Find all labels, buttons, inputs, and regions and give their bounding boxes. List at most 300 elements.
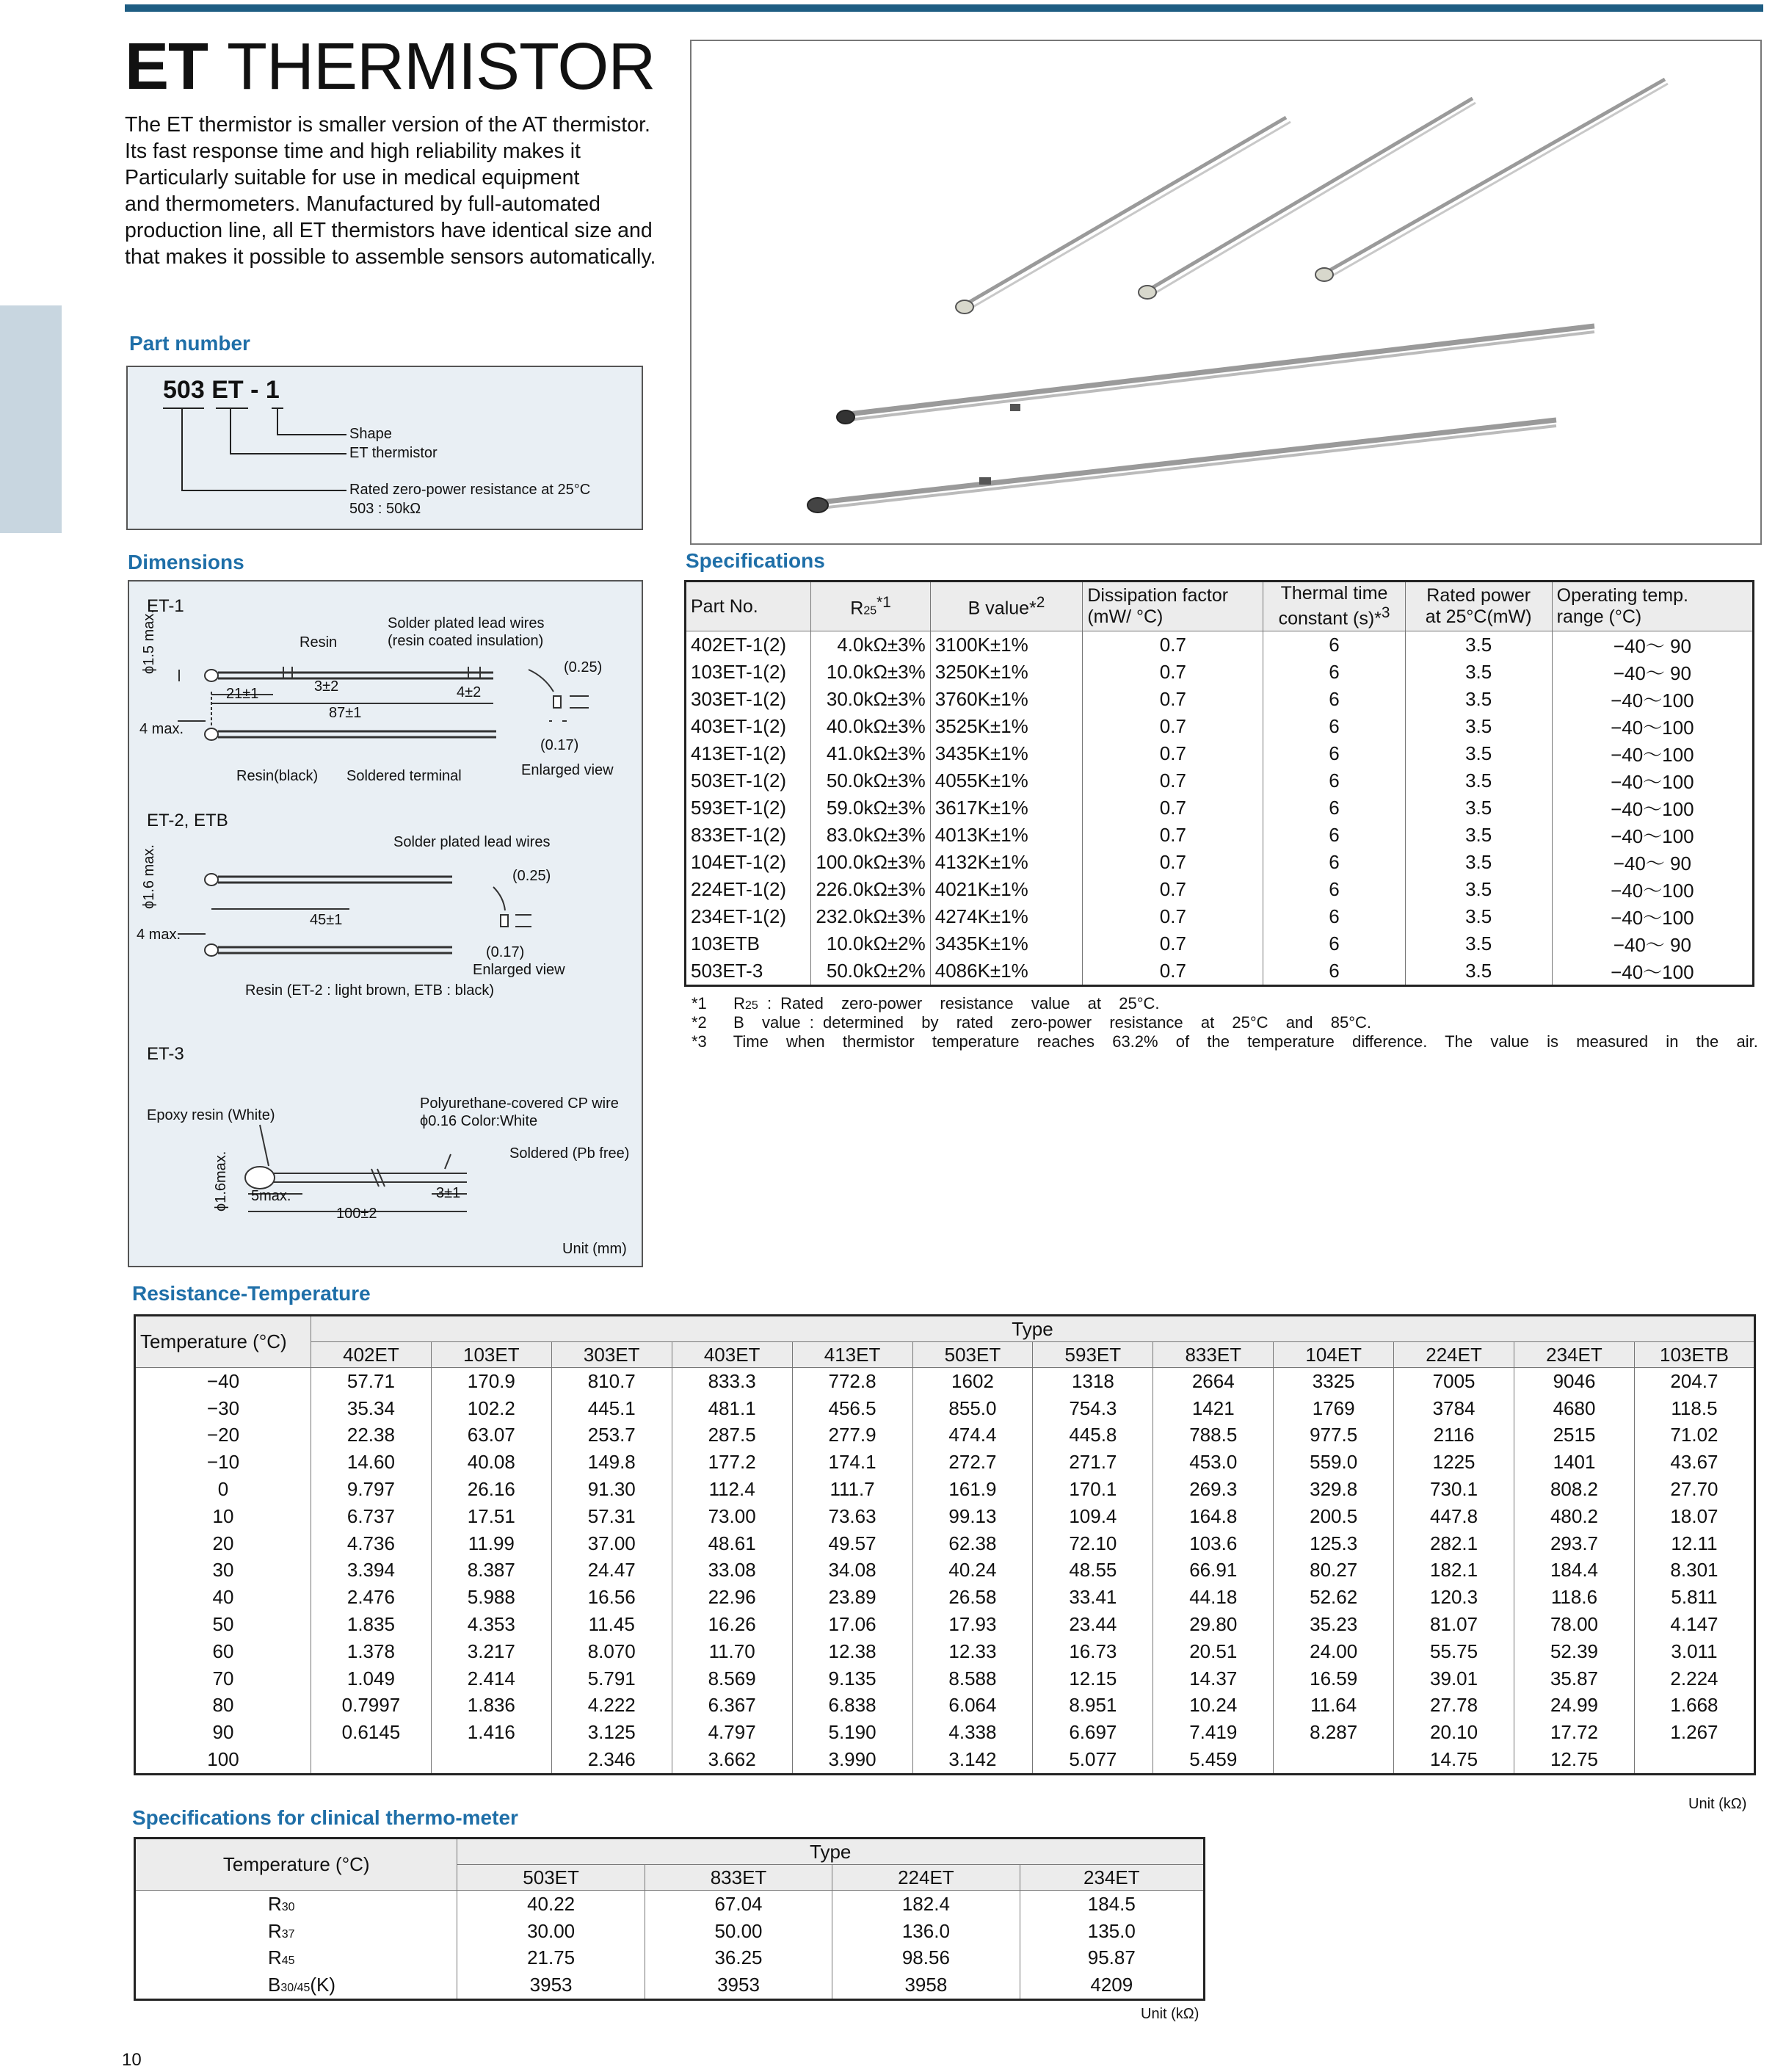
spec-header-row: Part No. R25$^{*1}$ B value*$^2$ Dissipation factor (mW/ °C) Thermal time constant (s)*$^3$ Rated power at 25°C(mW) Operating temp. range (°C) <box>686 582 1754 631</box>
rt-value-cell: 73.00 <box>672 1503 792 1530</box>
spec-cell: 4.0kΩ±3% <box>811 631 930 659</box>
spec-cell: 3435K±1% <box>930 740 1083 767</box>
clinical-value-cell: 40.22 <box>457 1891 645 1918</box>
rt-value-cell: 35.87 <box>1514 1665 1635 1692</box>
rt-value-cell: 37.00 <box>551 1530 672 1557</box>
rt-value-cell: 480.2 <box>1514 1503 1635 1530</box>
spec-cell: 59.0kΩ±3% <box>811 794 930 822</box>
spec-cell: 0.7 <box>1083 631 1263 659</box>
spec-cell: 3250K±1% <box>930 659 1083 686</box>
rt-value-cell: 164.8 <box>1153 1503 1274 1530</box>
rt-value-cell: 170.9 <box>431 1368 551 1395</box>
rt-value-cell: 72.10 <box>1033 1530 1153 1557</box>
spec-cell: −40～100 <box>1552 876 1753 903</box>
rt-type-593et: 593ET <box>1033 1342 1153 1368</box>
spec-cell: 6 <box>1263 876 1405 903</box>
clinical-value-cell: 67.04 <box>645 1891 832 1918</box>
rt-value-cell: 2664 <box>1153 1368 1274 1395</box>
clinical-value-cell: 98.56 <box>832 1945 1020 1972</box>
rt-type-224et: 224ET <box>1394 1342 1514 1368</box>
rt-value-cell: 2.224 <box>1634 1665 1754 1692</box>
rt-value-cell: 1.049 <box>311 1665 431 1692</box>
spec-cell: 402ET-1(2) <box>686 631 811 659</box>
rt-value-cell <box>311 1746 431 1774</box>
rt-row <box>135 1692 1755 1720</box>
rt-value-cell: 11.64 <box>1274 1692 1394 1720</box>
spec-cell: 30.0kΩ±3% <box>811 686 930 713</box>
rt-value-cell: 111.7 <box>792 1476 912 1503</box>
rt-value-cell: 102.2 <box>431 1395 551 1422</box>
side-tab <box>0 305 62 533</box>
rt-value-cell: 3.394 <box>311 1557 431 1584</box>
spec-cell: 0.7 <box>1083 713 1263 740</box>
rt-type-402et: 402ET <box>311 1342 431 1368</box>
rt-value-cell: 12.75 <box>1514 1746 1635 1774</box>
rt-value-cell: 2116 <box>1394 1422 1514 1449</box>
rt-value-cell: 18.07 <box>1634 1503 1754 1530</box>
rt-value-cell: 5.988 <box>431 1584 551 1611</box>
rt-value-cell: 855.0 <box>912 1395 1033 1422</box>
rt-value-cell: 3.125 <box>551 1719 672 1746</box>
spec-cell: 6 <box>1263 903 1405 930</box>
resistance-temperature-heading: Resistance-Temperature <box>132 1282 371 1305</box>
rt-type-503et: 503ET <box>912 1342 1033 1368</box>
spec-cell: 4274K±1% <box>930 903 1083 930</box>
clinical-type-503et: 503ET <box>457 1865 645 1891</box>
rt-value-cell: 161.9 <box>912 1476 1033 1503</box>
rt-row <box>135 1449 1755 1476</box>
rt-value-cell: 447.8 <box>1394 1503 1514 1530</box>
rt-value-cell: 17.93 <box>912 1611 1033 1638</box>
rt-temp-cell: 50 <box>135 1611 311 1638</box>
rt-value-cell <box>1634 1746 1754 1774</box>
spec-cell: 83.0kΩ±3% <box>811 822 930 849</box>
intro-text: The ET thermistor is smaller version of the AT thermistor. Its fast response time and high reliability makes it Particularly suitable for use in medical equipment and thermometers. Manufactured by full-automated production line, all ET thermistors have identical size and that makes it possible to assemble sensors automatically. <box>125 113 656 269</box>
spec-cell: 6 <box>1263 794 1405 822</box>
rt-value-cell: 26.16 <box>431 1476 551 1503</box>
spec-note-2: *2 B value : determined by rated zero-power resistance at 25°C and 85°C. <box>692 1013 1371 1032</box>
spec-cell: 3.5 <box>1405 903 1552 930</box>
rt-temp-cell: 10 <box>135 1503 311 1530</box>
clinical-value-cell: 182.4 <box>832 1891 1020 1918</box>
rt-row <box>135 1503 1755 1530</box>
top-rule <box>125 4 1763 12</box>
spec-cell: 0.7 <box>1083 822 1263 849</box>
spec-note-3: *3 Time when thermistor temperature reaches 63.2% of the temperature difference. The value is measured in the air. <box>692 1032 1758 1051</box>
rt-value-cell: 7005 <box>1394 1368 1514 1395</box>
clinical-table <box>134 1837 1205 2001</box>
spec-cell: 103ETB <box>686 930 811 957</box>
rt-value-cell: 3.217 <box>431 1638 551 1665</box>
rt-row <box>135 1422 1755 1449</box>
rt-value-cell: 27.78 <box>1394 1692 1514 1720</box>
rt-value-cell: 11.99 <box>431 1530 551 1557</box>
spec-cell: 0.7 <box>1083 957 1263 986</box>
spec-row <box>686 876 1754 903</box>
rt-value-cell: 99.13 <box>912 1503 1033 1530</box>
rt-value-cell: 66.91 <box>1153 1557 1274 1584</box>
spec-cell: −40～ 90 <box>1552 930 1753 957</box>
spec-cell: −40～100 <box>1552 740 1753 767</box>
rt-value-cell: 23.89 <box>792 1584 912 1611</box>
clinical-value-cell: 3953 <box>457 1971 645 1999</box>
spec-cell: 0.7 <box>1083 767 1263 794</box>
rt-temp-cell: 90 <box>135 1719 311 1746</box>
spec-cell: −40～ 90 <box>1552 849 1753 876</box>
spec-cell: −40～ 90 <box>1552 659 1753 686</box>
rt-value-cell: 445.1 <box>551 1395 672 1422</box>
rt-value-cell: 149.8 <box>551 1449 672 1476</box>
part-code: 503 ET - 1 <box>163 376 280 404</box>
clinical-value-cell: 136.0 <box>832 1918 1020 1945</box>
rt-value-cell: 808.2 <box>1514 1476 1635 1503</box>
rt-value-cell: 17.72 <box>1514 1719 1635 1746</box>
rt-temp-cell: 0 <box>135 1476 311 1503</box>
rt-value-cell: 17.51 <box>431 1503 551 1530</box>
clinical-value-cell: 184.5 <box>1020 1891 1204 1918</box>
rt-value-cell: 456.5 <box>792 1395 912 1422</box>
rt-value-cell: 10.24 <box>1153 1692 1274 1720</box>
rt-value-cell: 4.353 <box>431 1611 551 1638</box>
rt-value-cell: 22.38 <box>311 1422 431 1449</box>
spec-cell: 4132K±1% <box>930 849 1083 876</box>
clinical-row-label: B30/45(K) <box>135 1971 457 1999</box>
rt-value-cell: 81.07 <box>1394 1611 1514 1638</box>
rt-value-cell: 5.811 <box>1634 1584 1754 1611</box>
rt-value-cell: 118.6 <box>1514 1584 1635 1611</box>
thermistor-photo-drawing <box>692 41 1760 543</box>
rt-value-cell: 9.135 <box>792 1665 912 1692</box>
rt-value-cell: 1318 <box>1033 1368 1153 1395</box>
spec-note-1: *1 R25 : Rated zero-power resistance value at 25°C. <box>692 994 1160 1013</box>
rt-type-234et: 234ET <box>1514 1342 1635 1368</box>
rt-value-cell: 35.34 <box>311 1395 431 1422</box>
rt-value-cell: 78.00 <box>1514 1611 1635 1638</box>
rt-value-cell: 272.7 <box>912 1449 1033 1476</box>
rt-value-cell: 1.836 <box>431 1692 551 1720</box>
rt-value-cell: 55.75 <box>1394 1638 1514 1665</box>
rt-value-cell: 4680 <box>1514 1395 1635 1422</box>
clinical-row <box>135 1918 1205 1945</box>
clinical-value-cell: 135.0 <box>1020 1918 1204 1945</box>
clinical-value-cell: 36.25 <box>645 1945 832 1972</box>
spec-cell: 3.5 <box>1405 822 1552 849</box>
spec-cell: 50.0kΩ±3% <box>811 767 930 794</box>
rt-value-cell: 103.6 <box>1153 1530 1274 1557</box>
rt-value-cell: 3784 <box>1394 1395 1514 1422</box>
rt-value-cell: 71.02 <box>1634 1422 1754 1449</box>
rt-temp-cell: 70 <box>135 1665 311 1692</box>
rt-temp-cell: −30 <box>135 1395 311 1422</box>
rt-value-cell: 3.990 <box>792 1746 912 1774</box>
dimension-drawings <box>129 582 642 1266</box>
page-title: ET THERMISTOR <box>125 30 656 104</box>
spec-cell: 0.7 <box>1083 686 1263 713</box>
part-number-heading: Part number <box>129 332 250 355</box>
rt-value-cell: 282.1 <box>1394 1530 1514 1557</box>
spec-cell: 3.5 <box>1405 659 1552 686</box>
rt-value-cell: 26.58 <box>912 1584 1033 1611</box>
rt-temp-cell: 60 <box>135 1638 311 1665</box>
rt-value-cell: 1.668 <box>1634 1692 1754 1720</box>
spec-cell: 0.7 <box>1083 876 1263 903</box>
clinical-value-cell: 4209 <box>1020 1971 1204 1999</box>
spec-cell: 3.5 <box>1405 876 1552 903</box>
spec-cell: 3760K±1% <box>930 686 1083 713</box>
spec-cell: 10.0kΩ±2% <box>811 930 930 957</box>
rt-value-cell: 453.0 <box>1153 1449 1274 1476</box>
clinical-row <box>135 1891 1205 1918</box>
rt-value-cell: 125.3 <box>1274 1530 1394 1557</box>
rt-value-cell: 1769 <box>1274 1395 1394 1422</box>
spec-row <box>686 686 1754 713</box>
page-number: 10 <box>122 2050 142 2070</box>
spec-row <box>686 930 1754 957</box>
spec-cell: 6 <box>1263 713 1405 740</box>
rt-type-103et: 103ET <box>431 1342 551 1368</box>
rt-value-cell: 1602 <box>912 1368 1033 1395</box>
spec-cell: 234ET-1(2) <box>686 903 811 930</box>
spec-row <box>686 849 1754 876</box>
rt-temp-cell: 20 <box>135 1530 311 1557</box>
spec-cell: 224ET-1(2) <box>686 876 811 903</box>
clinical-type-234et: 234ET <box>1020 1865 1204 1891</box>
spec-row <box>686 767 1754 794</box>
rt-row <box>135 1638 1755 1665</box>
rt-value-cell: 3.011 <box>1634 1638 1754 1665</box>
spec-cell: 593ET-1(2) <box>686 794 811 822</box>
rt-row <box>135 1530 1755 1557</box>
rt-value-cell: 8.070 <box>551 1638 672 1665</box>
spec-cell: 0.7 <box>1083 659 1263 686</box>
rt-row <box>135 1719 1755 1746</box>
rt-value-cell: 977.5 <box>1274 1422 1394 1449</box>
rt-value-cell: 8.951 <box>1033 1692 1153 1720</box>
clinical-type-224et: 224ET <box>832 1865 1020 1891</box>
rt-value-cell: 14.37 <box>1153 1665 1274 1692</box>
spec-cell: −40～ 90 <box>1552 631 1753 659</box>
rt-value-cell: 0.7997 <box>311 1692 431 1720</box>
spec-row <box>686 631 1754 659</box>
rt-value-cell: 200.5 <box>1274 1503 1394 1530</box>
rt-row <box>135 1557 1755 1584</box>
rt-value-cell: 3.142 <box>912 1746 1033 1774</box>
clinical-value-cell: 50.00 <box>645 1918 832 1945</box>
rt-value-cell: 1225 <box>1394 1449 1514 1476</box>
dimensions-box: ET-1 Solder plated lead wires (resin coated insulation) Resin (0.25) ϕ1.5 max. 21±1 3±2 4±2 87±1 4 max. (0.17) Enlarged view Resin(black) Soldered terminal ET-2, ETB Solder plated lead wires (0.25) ϕ1.6 max. 45±1 4 max. (0.17) Enlarged view Resin (ET-2 : light brown, ETB : black) ET-3 Epoxy resin (White) Polyurethane-covered CP wire ϕ0.16 Color:White Soldered (Pb free) ϕ1.6max. 5max. 3±1 100±2 Unit (mm) <box>128 580 643 1267</box>
spec-cell: 503ET-3 <box>686 957 811 986</box>
rt-value-cell: 810.7 <box>551 1368 672 1395</box>
dimensions-heading: Dimensions <box>128 551 244 573</box>
spec-cell: −40～100 <box>1552 903 1753 930</box>
clinical-row-label: R37 <box>135 1918 457 1945</box>
rt-value-cell: 73.63 <box>792 1503 912 1530</box>
rt-temp-cell: −10 <box>135 1449 311 1476</box>
rt-value-cell: 52.62 <box>1274 1584 1394 1611</box>
rt-value-cell: 118.5 <box>1634 1395 1754 1422</box>
spec-cell: 103ET-1(2) <box>686 659 811 686</box>
rt-row <box>135 1395 1755 1422</box>
spec-cell: 226.0kΩ±3% <box>811 876 930 903</box>
rt-value-cell: 80.27 <box>1274 1557 1394 1584</box>
clinical-row-label: R45 <box>135 1945 457 1972</box>
spec-cell: 403ET-1(2) <box>686 713 811 740</box>
rt-value-cell: 16.59 <box>1274 1665 1394 1692</box>
spec-row <box>686 740 1754 767</box>
spec-cell: 303ET-1(2) <box>686 686 811 713</box>
rt-value-cell: 293.7 <box>1514 1530 1635 1557</box>
rt-row <box>135 1368 1755 1395</box>
rt-value-cell: 559.0 <box>1274 1449 1394 1476</box>
rt-value-cell: 4.147 <box>1634 1611 1754 1638</box>
rt-unit: Unit (kΩ) <box>1688 1796 1747 1812</box>
spec-cell: 3.5 <box>1405 767 1552 794</box>
rt-value-cell: 20.10 <box>1394 1719 1514 1746</box>
rt-value-cell: 3.662 <box>672 1746 792 1774</box>
specifications-heading: Specifications <box>686 549 825 572</box>
rt-row <box>135 1746 1755 1774</box>
rt-value-cell: 445.8 <box>1033 1422 1153 1449</box>
rt-type-303et: 303ET <box>551 1342 672 1368</box>
rt-row <box>135 1584 1755 1611</box>
rt-type-403et: 403ET <box>672 1342 792 1368</box>
rt-value-cell: 33.41 <box>1033 1584 1153 1611</box>
rt-value-cell: 5.459 <box>1153 1746 1274 1774</box>
rt-value-cell: 182.1 <box>1394 1557 1514 1584</box>
clinical-heading: Specifications for clinical thermo-meter <box>132 1806 518 1829</box>
clinical-value-cell: 30.00 <box>457 1918 645 1945</box>
rt-value-cell: 5.791 <box>551 1665 672 1692</box>
rt-value-cell: 2.346 <box>551 1746 672 1774</box>
spec-row <box>686 713 1754 740</box>
clinical-unit: Unit (kΩ) <box>1141 2006 1199 2022</box>
rt-value-cell: 12.15 <box>1033 1665 1153 1692</box>
clinical-temp-header: Temperature (°C) <box>135 1839 457 1891</box>
rt-value-cell: 49.57 <box>792 1530 912 1557</box>
spec-cell: −40～100 <box>1552 767 1753 794</box>
part-number-box: 503 ET - 1 Shape ET thermistor Rated zero-power resistance at 25°C 503 : 50kΩ <box>126 366 643 530</box>
rt-temp-header: Temperature (°C) <box>135 1316 311 1368</box>
rt-value-cell: 48.61 <box>672 1530 792 1557</box>
rt-value-cell: 772.8 <box>792 1368 912 1395</box>
spec-cell: 6 <box>1263 822 1405 849</box>
rt-row <box>135 1476 1755 1503</box>
rt-value-cell: 277.9 <box>792 1422 912 1449</box>
clinical-type-833et: 833ET <box>645 1865 832 1891</box>
rt-value-cell: 63.07 <box>431 1422 551 1449</box>
spec-cell: 10.0kΩ±3% <box>811 659 930 686</box>
rt-value-cell: 62.38 <box>912 1530 1033 1557</box>
rt-value-cell: 329.8 <box>1274 1476 1394 1503</box>
spec-cell: 6 <box>1263 930 1405 957</box>
spec-cell: 4021K±1% <box>930 876 1083 903</box>
rt-value-cell: 35.23 <box>1274 1611 1394 1638</box>
rt-value-cell: 8.588 <box>912 1665 1033 1692</box>
spec-cell: 6 <box>1263 686 1405 713</box>
rt-value-cell: 4.736 <box>311 1530 431 1557</box>
rt-value-cell: 24.99 <box>1514 1692 1635 1720</box>
spec-cell: 4055K±1% <box>930 767 1083 794</box>
rt-value-cell: 8.287 <box>1274 1719 1394 1746</box>
clinical-value-cell: 95.87 <box>1020 1945 1204 1972</box>
rt-value-cell: 57.71 <box>311 1368 431 1395</box>
clinical-type-header: Type <box>457 1839 1205 1865</box>
spec-cell: 232.0kΩ±3% <box>811 903 930 930</box>
rt-value-cell: 43.67 <box>1634 1449 1754 1476</box>
rt-value-cell: 17.06 <box>792 1611 912 1638</box>
clinical-row-label: R30 <box>135 1891 457 1918</box>
rt-value-cell: 170.1 <box>1033 1476 1153 1503</box>
rt-value-cell: 177.2 <box>672 1449 792 1476</box>
rt-value-cell: 833.3 <box>672 1368 792 1395</box>
rt-value-cell: 16.73 <box>1033 1638 1153 1665</box>
spec-row <box>686 903 1754 930</box>
rt-value-cell: 1401 <box>1514 1449 1635 1476</box>
rt-type-103etb: 103ETB <box>1634 1342 1754 1368</box>
spec-cell: 3.5 <box>1405 740 1552 767</box>
resistance-temperature-table <box>134 1314 1756 1775</box>
rt-value-cell: 20.51 <box>1153 1638 1274 1665</box>
rt-temp-cell: 40 <box>135 1584 311 1611</box>
rt-value-cell: 253.7 <box>551 1422 672 1449</box>
clinical-value-cell: 3958 <box>832 1971 1020 1999</box>
rt-value-cell: 8.387 <box>431 1557 551 1584</box>
rt-temp-cell: 80 <box>135 1692 311 1720</box>
rt-value-cell: 271.7 <box>1033 1449 1153 1476</box>
rt-value-cell: 40.24 <box>912 1557 1033 1584</box>
spec-cell: 6 <box>1263 849 1405 876</box>
rt-value-cell: 9046 <box>1514 1368 1635 1395</box>
spec-cell: 4013K±1% <box>930 822 1083 849</box>
rt-value-cell: 1.835 <box>311 1611 431 1638</box>
rt-value-cell: 33.08 <box>672 1557 792 1584</box>
rt-value-cell: 1.416 <box>431 1719 551 1746</box>
spec-row <box>686 794 1754 822</box>
rt-value-cell: 8.301 <box>1634 1557 1754 1584</box>
rt-value-cell: 204.7 <box>1634 1368 1754 1395</box>
rt-value-cell: 474.4 <box>912 1422 1033 1449</box>
spec-row <box>686 659 1754 686</box>
clinical-row <box>135 1971 1205 1999</box>
rt-value-cell <box>431 1746 551 1774</box>
rt-value-cell: 14.60 <box>311 1449 431 1476</box>
rt-value-cell: 788.5 <box>1153 1422 1274 1449</box>
rt-temp-cell: −40 <box>135 1368 311 1395</box>
spec-cell: 3.5 <box>1405 794 1552 822</box>
rt-value-cell: 754.3 <box>1033 1395 1153 1422</box>
rt-value-cell: 9.797 <box>311 1476 431 1503</box>
rt-value-cell: 91.30 <box>551 1476 672 1503</box>
rt-value-cell: 2.476 <box>311 1584 431 1611</box>
rt-value-cell <box>1274 1746 1394 1774</box>
spec-cell: 0.7 <box>1083 849 1263 876</box>
clinical-value-cell: 3953 <box>645 1971 832 1999</box>
spec-cell: −40～100 <box>1552 957 1753 986</box>
rt-row <box>135 1665 1755 1692</box>
rt-type-833et: 833ET <box>1153 1342 1274 1368</box>
rt-value-cell: 48.55 <box>1033 1557 1153 1584</box>
spec-cell: 6 <box>1263 957 1405 986</box>
rt-value-cell: 16.56 <box>551 1584 672 1611</box>
rt-temp-cell: −20 <box>135 1422 311 1449</box>
rt-value-cell: 4.222 <box>551 1692 672 1720</box>
rt-value-cell: 12.38 <box>792 1638 912 1665</box>
spec-cell: 3.5 <box>1405 930 1552 957</box>
spec-cell: −40～100 <box>1552 713 1753 740</box>
spec-cell: 3.5 <box>1405 849 1552 876</box>
spec-cell: 0.7 <box>1083 930 1263 957</box>
spec-row <box>686 957 1754 986</box>
